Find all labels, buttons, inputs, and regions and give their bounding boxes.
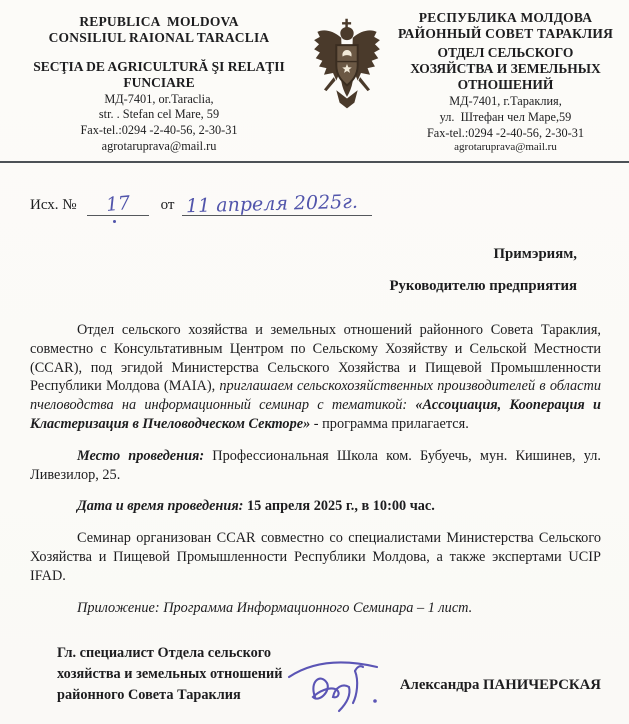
department-name-ru-line2: ХОЗЯЙСТВА И ЗЕМЕЛЬНЫХ (410, 61, 601, 77)
department-name-ro-line2: FUNCIARE (123, 74, 195, 90)
department-name-ro-line1: SECŢIA DE AGRICULTURĂ ŞI RELAŢII (33, 58, 285, 74)
council-name-ru: РАЙОННЫЙ СОВЕТ ТАРАКЛИЯ (397, 25, 614, 41)
venue-paragraph (30, 447, 601, 485)
signer-name: Александра ПАНИЧЕРСКАЯ (399, 677, 601, 694)
email-ro: agrotaruprava@mail.ru (101, 138, 217, 153)
letter-body (30, 321, 601, 617)
attachment-note: Приложение: Программа Информационного Семинара – 1 лист. (77, 599, 473, 616)
letterhead-right-column (390, 10, 621, 155)
seminar-title: «Ассоциация, Кооперация и Кластеризация в Пчеловодческом Секторе» (30, 397, 601, 432)
outgoing-number-field (87, 193, 149, 216)
datetime-label: Дата и время проведения: (77, 498, 244, 515)
phone-ru: Fax-tel.:0294 -2-40-56, 2-30-31 (426, 125, 585, 140)
phone-ro: Fax-tel.:0294 -2-40-56, 2-30-31 (80, 123, 238, 138)
signer-position-line1: Гл. специалист Отдела сельского (57, 645, 272, 662)
venue-label: Место проведения: (77, 447, 205, 464)
address-ru-line1: МД-7401, г.Тараклия, (449, 94, 562, 108)
from-label: от (160, 197, 175, 213)
country-name-ru: РЕСПУБЛИКА МОЛДОВА (418, 10, 593, 25)
signer-position-line2: хозяйства и земельных отношений (57, 666, 283, 683)
email-ru: agrotaruprava@mail.ru (454, 141, 557, 154)
intro-paragraph (30, 321, 601, 434)
ink-dot (113, 220, 116, 223)
address-ro-line2: str. . Stefan cel Mare, 59 (98, 107, 220, 122)
recipient-line1: Примэриям, (493, 246, 577, 262)
handwritten-date: 11 апреля 2025г. (186, 190, 359, 218)
letterhead-divider (0, 161, 629, 163)
date-field (182, 190, 372, 218)
outgoing-number-label: Исх. № (30, 197, 77, 213)
spacer (14, 46, 304, 59)
letterhead (0, 0, 629, 155)
signature-block (57, 643, 601, 706)
recipients-block (0, 246, 577, 295)
department-name-ru-line3: ОТНОШЕНИЙ (457, 77, 554, 93)
datetime-text: 15 апреля 2025 г., в 10:00 час. (243, 498, 435, 515)
signature-scribble (285, 645, 405, 717)
reference-line (30, 190, 629, 218)
intro-regular: Отдел сельского хозяйства и земельных отношений районного Совета Тараклия, совместно с Консультативным Центром по Сельскому Хозяйству и Сельской Местности (CCAR), под эгидой Министерства Сельского Хозяйства и Пищевой Промышленности Республики Молдова (MAIA), (30, 322, 601, 395)
country-name-ro: REPUBLICA MOLDOVA (79, 14, 239, 29)
letterhead-left-column (14, 10, 304, 155)
council-name-ro: CONSILIUL RAIONAL TARACLIA (48, 29, 270, 45)
handwritten-number: 17 (104, 191, 131, 217)
moldova-coat-of-arms-icon (310, 14, 384, 114)
emblem-container (304, 10, 390, 155)
department-name-ru-line1: ОТДЕЛ СЕЛЬСКОГО (437, 45, 574, 61)
intro-tail: - программа прилагается. (310, 415, 469, 432)
organizers-paragraph: Семинар организован CCAR совместно со специалистами Министерства Сельского Хозяйства и Пищевой Промышленности Республики Молдова, а также экспертами UCIP IFAD. (30, 530, 601, 584)
address-ru-line2: ул. Штефан чел Маре,59 (439, 109, 572, 124)
intro-italic: приглашаем сельскохозяйственных производителей в области пчеловодства на информационный семинар с тематикой: (30, 378, 601, 414)
address-ro-line1: МД-7401, or.Taraclia, (104, 91, 214, 106)
venue-text: Профессиональная Школа ком. Бубуечь, мун. Кишинев, ул. Ливезилор, 25. (30, 447, 602, 483)
signer-position (57, 643, 290, 706)
datetime-paragraph (30, 497, 601, 516)
signer-position-line3: районного Совета Тараклия (57, 687, 241, 704)
recipient-line2: Руководителю предприятия (389, 278, 577, 294)
